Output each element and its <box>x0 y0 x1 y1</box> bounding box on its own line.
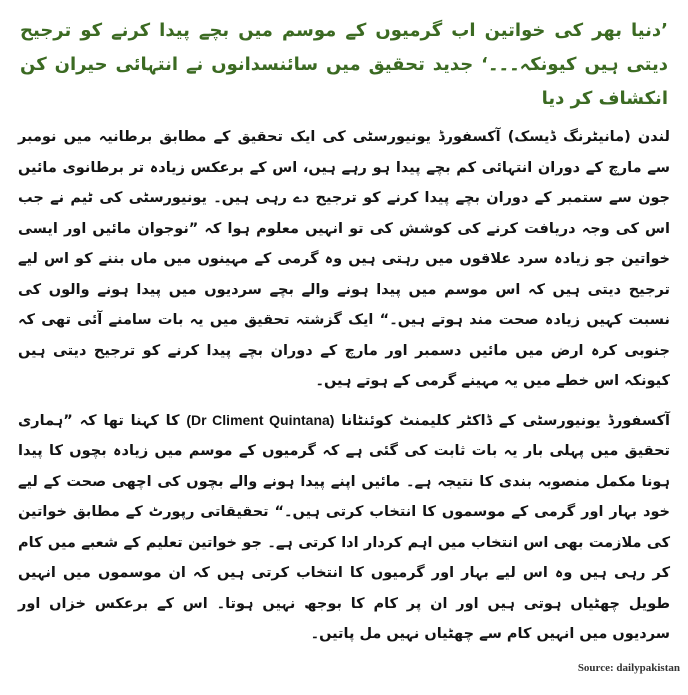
source-credit: Source: dailypakistan <box>577 662 680 674</box>
article-paragraph-1: لندن (مانیٹرنگ ڈیسک) آکسفورڈ یونیورسٹی کی ایک تحقیق کے مطابق برطانیہ میں نومبر سے مارچ کے دوران انتہائی کم بچے پیدا ہو رہے ہیں، اس کے برعکس زیادہ تر برطانوی مائیں جون سے ستمبر کے دوران بچے پیدا کرنے کو ترجیح دے رہی ہیں۔ یونیورسٹی کی ٹیم نے جب اس کی وجہ دریافت کرنے کی کوشش کی تو انہیں معلوم ہوا کہ ”نوجوان مائیں اور ایسی خواتین جو زیادہ سرد علاقوں میں رہتی ہیں وہ گرمی کے مہینوں میں ماں بننے کو اس لیے ترجیح دیتی ہیں کہ اس موسم میں پیدا ہونے والے بچے سردیوں میں پیدا ہونے والوں کی نسبت کہیں زیادہ صحت مند ہوتے ہیں۔“ ایک گزشتہ تحقیق میں یہ بات سامنے آئی تھی کہ جنوبی کرہ ارض میں مائیں دسمبر اور مارچ کے دوران بچے پیدا کرنے کو ترجیح دیتی ہیں کیونکہ اس خطے میں یہ مہینے گرمی کے ہوتے ہیں۔ <box>18 129 670 389</box>
researcher-name-latin: (Dr Climent Quintana) <box>186 411 335 428</box>
article-headline: ’دنیا بھر کی خواتین اب گرمیوں کے موسم میں بچے پیدا کرنے کو ترجیح دیتی ہیں کیونکہ۔۔۔‘ جدید تحقیق میں سائنسدانوں نے انتہائی حیران کن انکشاف کر دیا <box>20 20 668 109</box>
article-paragraph-2 <box>18 405 670 650</box>
paragraph-2-body: کا کہنا تھا کہ ”ہماری تحقیق میں پہلی بار یہ بات ثابت کی گئی ہے کہ گرمیوں کے موسم میں زیادہ بچوں کا پیدا ہونا مکمل منصوبہ بندی کا نتیجہ ہے۔ مائیں اپنے پیدا ہونے والے بچوں کی اچھی صحت کے لیے خود بہار اور گرمی کے موسموں کا انتخاب کرتی ہیں۔“ تحقیقاتی رپورٹ کے مطابق خواتین کی ملازمت بھی اس انتخاب میں اہم کردار ادا کرتی ہے۔ جو خواتین تعلیم کے شعبے میں کام کر رہی ہیں وہ اس لیے بہار اور گرمیوں کا انتخاب کرتی ہیں کہ ان موسموں میں انہیں طویل چھٹیاں ہوتی ہیں اور ان پر کام کا بوجھ نہیں ہوتا۔ اس کے برعکس خزاں اور سردیوں میں انہیں کام سے چھٹیاں نہیں مل پاتیں۔ <box>18 412 670 642</box>
paragraph-2-opening: آکسفورڈ یونیورسٹی کے ڈاکٹر کلیمنٹ کوئنٹانا <box>334 412 671 429</box>
